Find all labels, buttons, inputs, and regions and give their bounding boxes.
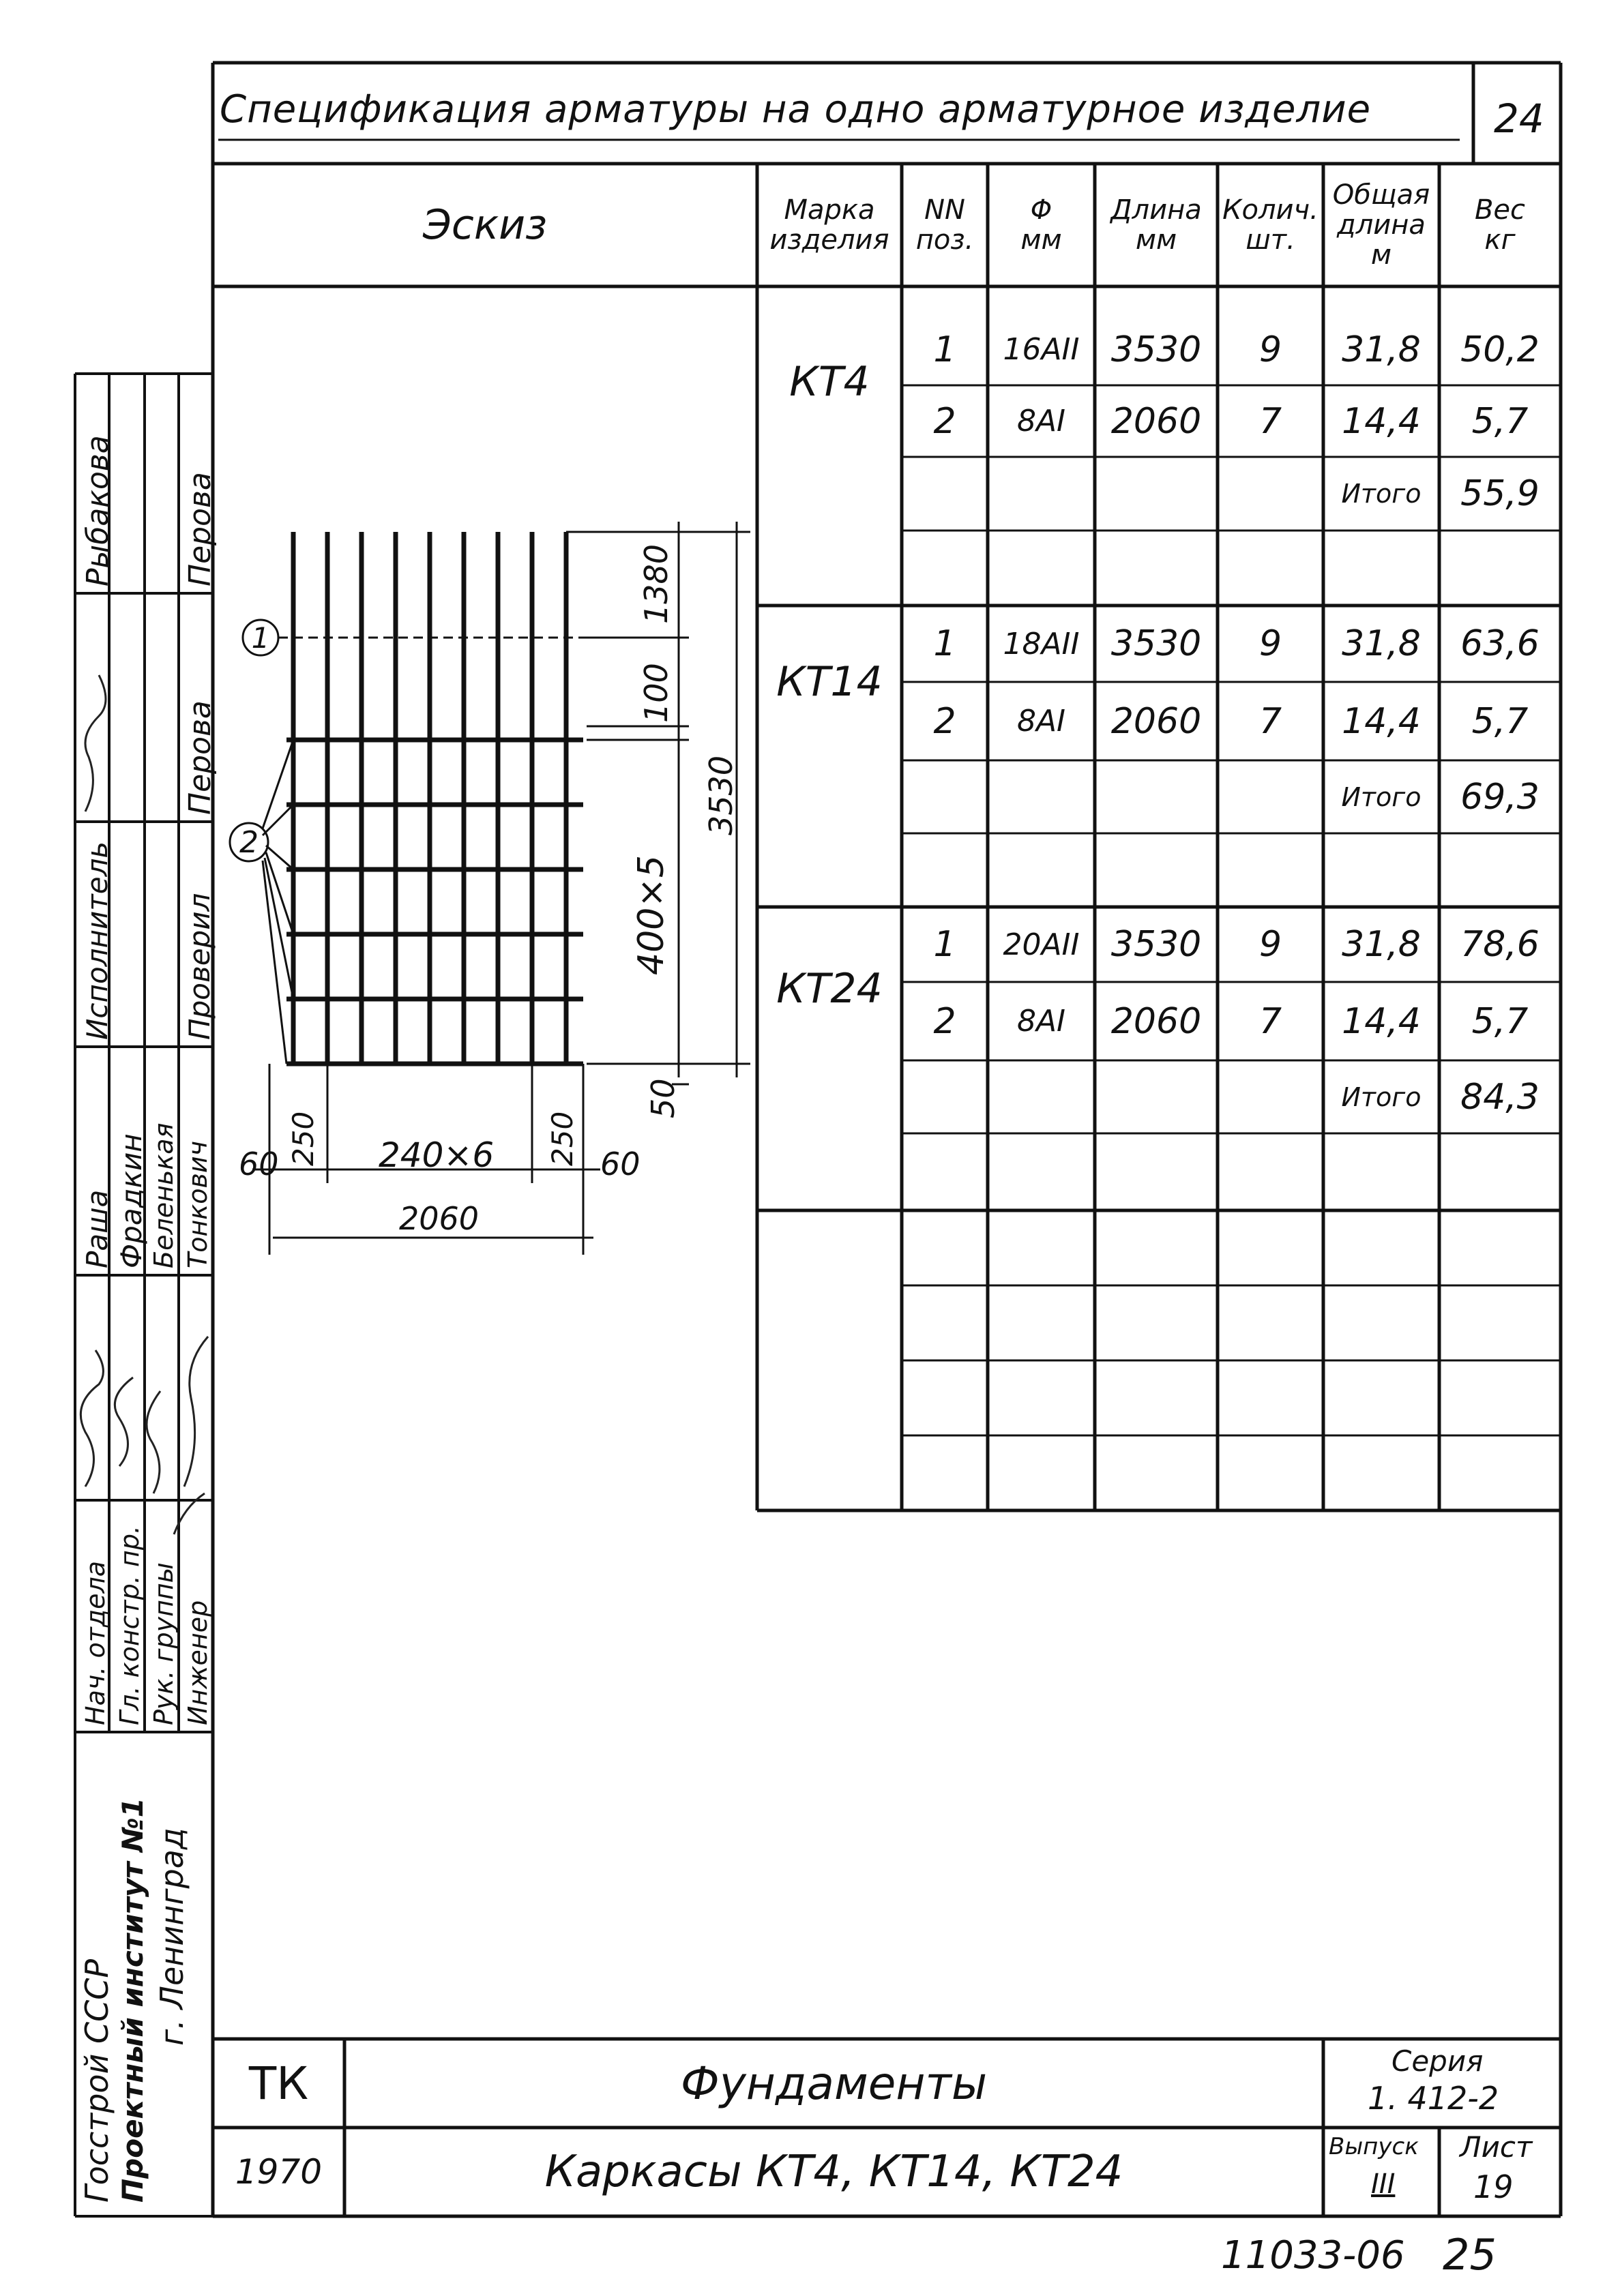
dim-250-left: 250 [286,1111,320,1166]
header-mark-line1: Марка [784,194,875,226]
stamp-org-line3: г. Ленинград [153,1828,190,2046]
dim-60-right: 60 [600,1146,640,1182]
cell-weight: 5,7 [1471,1000,1529,1042]
cell-dia: 16AII [1003,332,1080,367]
cell-weight: 5,7 [1471,700,1529,742]
total-value: 84,3 [1460,1076,1540,1118]
cell-weight: 5,7 [1471,400,1529,442]
stamp-name-check: Перова [183,472,218,586]
header-length-line1: Длина [1110,194,1202,226]
header-sketch-label: Эскиз [422,201,548,249]
header-length-line2: мм [1135,224,1177,256]
group-mark: КТ24 [776,965,883,1013]
header-total-len-line2: длина [1337,209,1426,241]
cell-qty: 7 [1258,700,1282,742]
list-label: Лист [1460,2130,1533,2164]
cell-length: 2060 [1110,700,1202,742]
cell-pos: 1 [933,623,956,664]
dim-100: 100 [638,663,675,723]
stamp-name: Тонкович [183,1140,213,1268]
title-block-subtitle: Каркасы КТ4, КТ14, КТ24 [544,2147,1123,2197]
cell-total-len: 31,8 [1342,924,1421,965]
header-dia-line2: мм [1020,224,1062,256]
cell-dia: 18AII [1003,626,1080,661]
stamp-role: Рук. группы [149,1562,179,1725]
stamp-org-line1: Госстрой СССР [78,1958,115,2203]
total-label: Итого [1341,781,1422,812]
stamp-role-exec: Исполнитель [80,841,114,1040]
spec-title: Спецификация арматуры на одно арматурное изделие [220,87,1372,132]
cell-pos: 1 [933,329,956,370]
dim-3530: 3530 [703,755,739,835]
series-label: Серия [1391,2044,1484,2078]
stamp-org-line2: Проектный институт №1 [116,1797,149,2203]
stamp-name: Раша [80,1189,114,1268]
stamp-signature-exec: Перова [183,700,218,815]
cell-dia: 8AI [1016,1004,1066,1039]
cell-pos: 2 [933,400,956,442]
title-block-name: Фундаменты [680,2057,988,2110]
cell-qty: 7 [1258,400,1282,442]
dim-2060: 2060 [399,1200,480,1237]
stamp-role-check: Проверил [183,893,216,1040]
header-weight-line2: кг [1484,224,1516,256]
header-pos-line2: поз. [915,224,974,256]
title-block-tk: ТК [248,2057,309,2110]
total-label: Итого [1341,1082,1422,1112]
list-value: 19 [1473,2168,1514,2205]
cell-pos: 2 [933,700,956,742]
stamp-name: Беленькая [149,1122,179,1268]
stamp-name: Фрадкин [115,1133,148,1268]
cell-total-len: 14,4 [1342,1000,1421,1042]
cell-dia: 8AI [1016,704,1066,739]
cell-pos: 1 [933,924,956,965]
header-dia-line1: Φ [1030,194,1052,226]
dim-60-left: 60 [239,1146,279,1182]
issue-value: III [1371,2168,1396,2200]
total-label: Итого [1341,479,1422,509]
cell-total-len: 31,8 [1342,329,1421,370]
dim-250-right: 250 [546,1111,579,1166]
cell-dia: 8AI [1016,404,1066,438]
callout-2: 2 [239,824,259,860]
cell-length: 2060 [1110,400,1202,442]
cell-pos: 2 [933,1000,956,1042]
header-pos-line1: NN [924,194,965,226]
cell-total-len: 31,8 [1342,623,1421,664]
dim-1380: 1380 [638,543,675,624]
stamp-role: Нач. отдела [80,1560,111,1725]
header-total-len-line3: м [1370,239,1392,271]
series-value: 1. 412-2 [1368,2080,1499,2117]
header-qty-line1: Колич. [1222,194,1319,226]
title-block-year: 1970 [235,2152,323,2192]
footer-page: 25 [1443,2230,1497,2280]
cell-total-len: 14,4 [1342,700,1421,742]
dim-400x5: 400×5 [631,855,672,975]
total-value: 55,9 [1460,473,1540,514]
sheet-number: 24 [1494,95,1544,142]
cell-weight: 78,6 [1460,924,1540,965]
cell-weight: 63,6 [1460,623,1540,664]
cell-length: 2060 [1110,1000,1202,1042]
stamp-role: Инженер [183,1600,213,1725]
header-weight-line1: Вес [1474,194,1526,226]
total-value: 69,3 [1460,776,1540,818]
header-mark-line2: изделия [769,224,889,256]
cell-qty: 9 [1258,924,1282,965]
cell-weight: 50,2 [1460,329,1540,370]
footer-code: 11033-06 [1221,2233,1405,2278]
cell-length: 3530 [1110,623,1202,664]
issue-label: Выпуск [1329,2133,1419,2160]
group-mark: КТ4 [789,358,870,406]
group-mark: КТ14 [776,658,883,706]
cell-qty: 9 [1258,623,1282,664]
dim-240x6: 240×6 [379,1135,495,1175]
cell-qty: 9 [1258,329,1282,370]
stamp-role: Гл. констр. пр. [115,1525,145,1725]
stamp-name-exec: Рыбакова [80,435,115,586]
cell-length: 3530 [1110,924,1202,965]
callout-1: 1 [251,621,270,655]
cell-total-len: 14,4 [1342,400,1421,442]
dim-50: 50 [645,1078,681,1118]
header-total-len-line1: Общая [1332,179,1430,211]
cell-length: 3530 [1110,329,1202,370]
header-qty-line2: шт. [1246,224,1295,256]
cell-dia: 20AII [1003,927,1080,962]
cell-qty: 7 [1258,1000,1282,1042]
